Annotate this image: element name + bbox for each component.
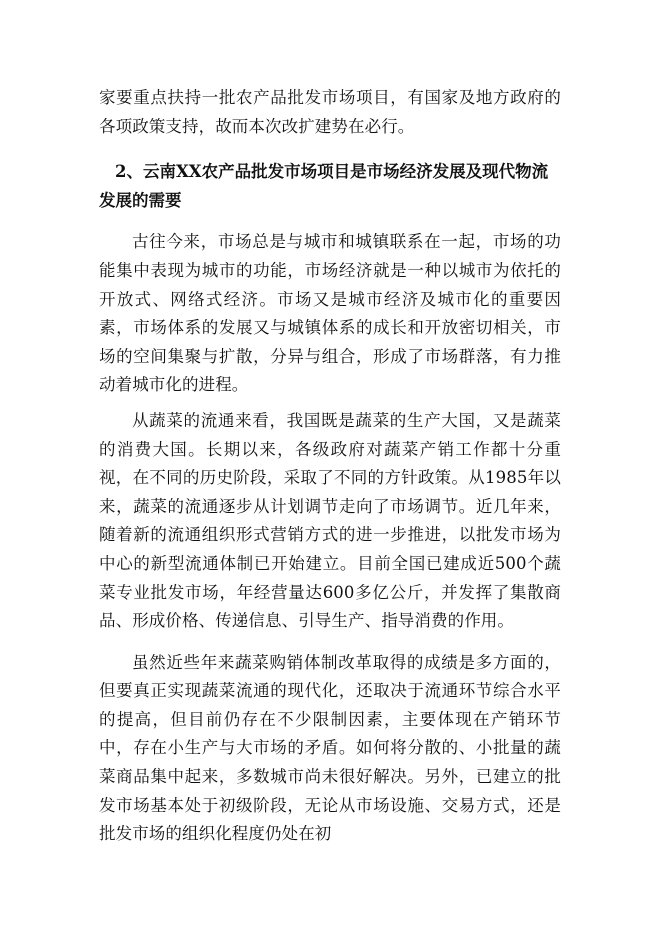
paragraph-continuation: 家要重点扶持一批农产品批发市场项目，有国家及地方政府的各项政策支持，故而本次改扩建势在必行。	[99, 88, 561, 136]
paragraph-reform-limits: 虽然近些年来蔬菜购销体制改革取得的成绩是多方面的，但要真正实现蔬菜流通的现代化，还取决于流通环节综合水平的提高，但目前仍存在不少限制因素，主要体现在产销环节中，存在小生产与大市场的矛盾。如何将分散的、小批量的蔬菜商品集中起来，多数城市尚未很好解决。另外，已建立的批发市场基本处于初级阶段，无论从市场设施、交易方式，还是批发市场的组织化程度仍处在初	[99, 652, 561, 844]
document-page	[99, 84, 561, 849]
section-heading: 2、云南XX农产品批发市场项目是市场经济发展及现代物流发展的需要	[99, 162, 549, 210]
paragraph-market-cities: 古往今来，市场总是与城市和城镇联系在一起，市场的功能集中表现为城市的功能，市场经济就是一种以城市为依托的开放式、网络式经济。市场又是城市经济及城市化的重要因素，市场体系的发展又与城镇体系的成长和开放密切相关，市场的空间集聚与扩散，分异与组合，形成了市场群落，有力推动着城市化的进程。	[99, 232, 561, 395]
paragraph-vegetable-circulation: 从蔬菜的流通来看，我国既是蔬菜的生产大国，又是蔬菜的消费大国。长期以来，各级政府对蔬菜产销工作都十分重视，在不同的历史阶段，采取了不同的方针政策。从1985年以来，蔬菜的流通逐步从计划调节走向了市场调节。近几年来，随着新的流通组织形式营销方式的进一步推进，以批发市场为中心的新型流通体制已开始建立。目前全国已建成近500个蔬菜专业批发市场，年经营量达600多亿公斤，并发挥了集散商品、形成价格、传递信息、引导生产、指导消费的作用。	[99, 410, 561, 631]
